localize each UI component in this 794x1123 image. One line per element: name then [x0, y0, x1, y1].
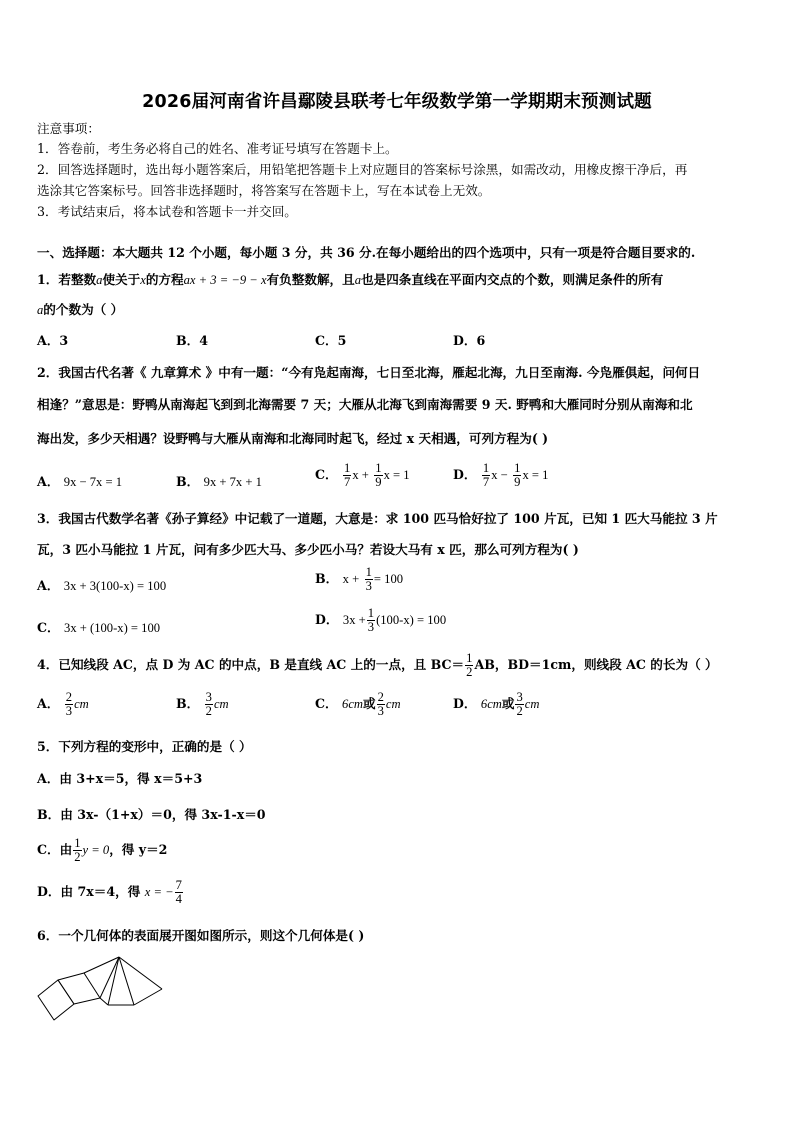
- net-edge: [134, 989, 162, 1005]
- q4-option-a[interactable]: A． $\frac{2}{3}$ cm: [37, 690, 89, 718]
- q4-option-c[interactable]: C． 6cm或 $\frac{2}{3}$ cm: [315, 690, 401, 718]
- section-heading: 一、选择题：本大题共 12 个小题，每小题 3 分，共 36 分.在每小题给出的四个选项中，只有一项是符合题目要求的.: [37, 245, 696, 260]
- net-edge: [119, 957, 134, 1005]
- question-2-line-3: 海出发，多少天相遇？设野鸭与大雁从南海和北海同时起飞，经过 x 天相遇，可列方程为( ): [37, 431, 549, 446]
- net-square-left: [38, 980, 74, 1020]
- notice-item-3: 3．考试结束后，将本试卷和答题卡一并交回。: [37, 204, 297, 219]
- notice-item-2-cont: 选涂其它答案标号。回答非选择题时，将答案写在答题卡上，写在本试卷上无效。: [37, 183, 491, 198]
- net-edge: [84, 957, 119, 973]
- page-title: 2026届河南省许昌鄢陵县联考七年级数学第一学期期末预测试题: [142, 92, 652, 112]
- net-edge: [119, 957, 162, 989]
- q3-option-c[interactable]: C． 3x + (100-x) = 100: [37, 620, 161, 635]
- question-3-line-2: 瓦，3 匹小马能拉 1 片瓦，问有多少匹大马、多少匹小马？若设大马有 x 匹，那么可列方程为( ): [37, 542, 579, 557]
- q3-option-d[interactable]: D． 3x + $\frac{1}{3}$ (100-x) = 100: [315, 606, 447, 634]
- q2-option-c[interactable]: C． $\frac{1}{7}$ x + $\frac{1}{9}$ x = 1: [315, 461, 410, 489]
- net-edge: [108, 957, 119, 1005]
- q3-option-a[interactable]: A． 3x + 3(100-x) = 100: [37, 578, 167, 593]
- q2-option-b[interactable]: B． 9x + 7x + 1: [176, 474, 262, 489]
- question-2-line-1: 2．我国古代名著《 九章算术 》中有一题：“今有凫起南海，七日至北海，雁起北海，九日至南海. 今凫雁俱起，问何日: [37, 365, 701, 380]
- net-edge: [100, 998, 108, 1005]
- q2-option-d[interactable]: D． $\frac{1}{7}$ x − $\frac{1}{9}$ x = 1: [453, 461, 549, 489]
- q5-option-c[interactable]: C．由 $\frac{1}{2}$ y = 0，得 y＝2: [37, 836, 168, 864]
- q1-option-c[interactable]: C．5: [315, 333, 347, 348]
- equation: ax + 3 = −9 − x: [183, 273, 267, 287]
- q1-option-b[interactable]: B．4: [176, 333, 209, 348]
- question-1-line-1: 1．若整数a使关于x的方程ax + 3 = −9 − x有负整数解，且a也是四条直线在平面内交点的个数，则满足条件的所有: [37, 272, 664, 287]
- question-2-line-2: 相逢？”意思是：野鸭从南海起飞到到北海需要 7 天；大雁从北海飞到南海需要 9 天. 野鸭和大雁同时分别从南海和北: [37, 397, 693, 412]
- q1-option-d[interactable]: D．6: [453, 333, 486, 348]
- q5-option-d[interactable]: D．由 7x＝4，得 x = − $\frac{7}{4}$: [37, 878, 182, 906]
- q1-option-a[interactable]: A．3: [37, 333, 69, 348]
- q5-option-a[interactable]: A．由 3+x＝5，得 x＝5+3: [37, 771, 203, 786]
- question-3-line-1: 3．我国古代数学名著《孙子算经》中记载了一道题，大意是：求 100 匹马恰好拉了 100 片瓦，已知 1 匹大马能拉 3 片: [37, 511, 718, 526]
- net-diagram: [36, 955, 168, 1025]
- q4-option-b[interactable]: B． $\frac{3}{2}$ cm: [176, 690, 229, 718]
- q2-option-a[interactable]: A． 9x − 7x = 1: [37, 474, 123, 489]
- question-6: 6．一个几何体的表面展开图如图所示，则这个几何体是( ): [37, 928, 365, 943]
- question-1-line-2: a的个数为（ ）: [37, 302, 124, 317]
- net-square-right: [58, 973, 100, 1004]
- notice-item-2: 2．回答选择题时，选出每小题答案后，用铅笔把答题卡上对应题目的答案标号涂黑，如需改动，用橡皮擦干净后，再: [37, 162, 688, 177]
- notice-header: 注意事项：: [37, 121, 100, 136]
- q5-option-b[interactable]: B．由 3x-（1+x）＝0，得 3x-1-x＝0: [37, 807, 266, 822]
- q4-option-d[interactable]: D． 6cm或 $\frac{3}{2}$ cm: [453, 690, 540, 718]
- notice-item-1: 1．答卷前，考生务必将自己的姓名、准考证号填写在答题卡上。: [37, 141, 398, 156]
- question-5: 5．下列方程的变形中，正确的是（ ）: [37, 739, 252, 754]
- q3-option-b[interactable]: B． x + $\frac{1}{3}$ = 100: [315, 565, 404, 593]
- net-edge: [100, 957, 119, 998]
- question-4: 4．已知线段 AC，点 D 为 AC 的中点，B 是直线 AC 上的一点，且 BC＝ $\frac{1}{2}$ AB，BD＝1cm，则线段 AC 的长为（ ）: [37, 651, 718, 679]
